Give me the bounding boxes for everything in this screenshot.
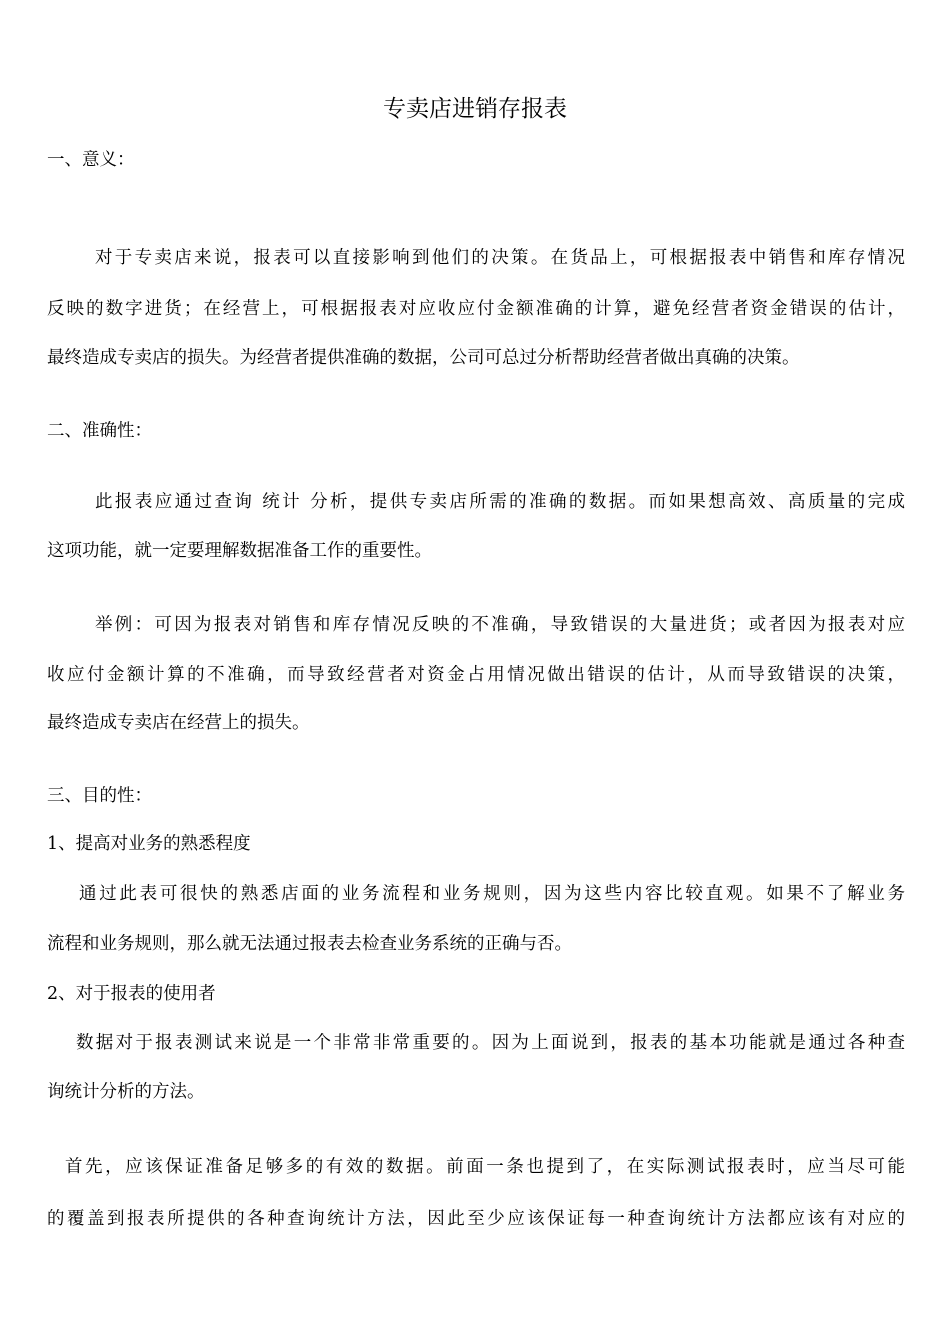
- section-3-sub-2-heading: 2、对于报表的使用者: [47, 984, 216, 1004]
- section-3-sub-1-heading: 1、提高对业务的熟悉程度: [47, 834, 251, 854]
- section-1-heading: 一、意义：: [47, 150, 135, 170]
- document-title: 专卖店进销存报表: [383, 96, 567, 122]
- section-2-heading: 二、准确性：: [47, 421, 152, 441]
- section-2-para-1-line-2: 这项功能，就一定要理解数据准备工作的重要性。: [47, 541, 432, 561]
- section-3-sub-2-line-2: 询统计分析的方法。: [47, 1082, 205, 1102]
- section-3-para-3-line-2: 的覆盖到报表所提供的各种查询统计方法，因此至少应该保证每一种查询统计方法都应该有对应的: [47, 1209, 905, 1229]
- section-1-line-2: 反映的数字进货；在经营上，可根据报表对应收应付金额准确的计算，避免经营者资金错误的估计，: [47, 299, 905, 319]
- section-1-line-1: 对于专卖店来说，报表可以直接影响到他们的决策。在货品上，可根据报表中销售和库存情况: [95, 248, 905, 268]
- section-3-para-3-line-1: 首先，应该保证准备足够多的有效的数据。前面一条也提到了，在实际测试报表时，应当尽可能: [65, 1157, 905, 1177]
- section-3-sub-2-line-1: 数据对于报表测试来说是一个非常非常重要的。因为上面说到，报表的基本功能就是通过各种查: [76, 1033, 905, 1053]
- section-2-para-2-line-3: 最终造成专卖店在经营上的损失。: [47, 713, 310, 733]
- section-3-heading: 三、目的性：: [47, 786, 152, 806]
- section-3-sub-1-line-1: 通过此表可很快的熟悉店面的业务流程和业务规则，因为这些内容比较直观。如果不了解业务: [79, 884, 905, 904]
- section-1-line-3: 最终造成专卖店的损失。为经营者提供准确的数据，公司可总过分析帮助经营者做出真确的决策。: [47, 348, 800, 368]
- section-3-sub-1-line-2: 流程和业务规则，那么就无法通过报表去检查业务系统的正确与否。: [47, 934, 572, 954]
- section-2-para-2-line-2: 收应付金额计算的不准确，而导致经营者对资金占用情况做出错误的估计，从而导致错误的决策，: [47, 665, 905, 685]
- section-2-para-2-line-1: 举例：可因为报表对销售和库存情况反映的不准确，导致错误的大量进货；或者因为报表对应: [95, 615, 905, 635]
- section-2-para-1-line-1: 此报表应通过查询 统计 分析，提供专卖店所需的准确的数据。而如果想高效、高质量的完成: [95, 492, 905, 512]
